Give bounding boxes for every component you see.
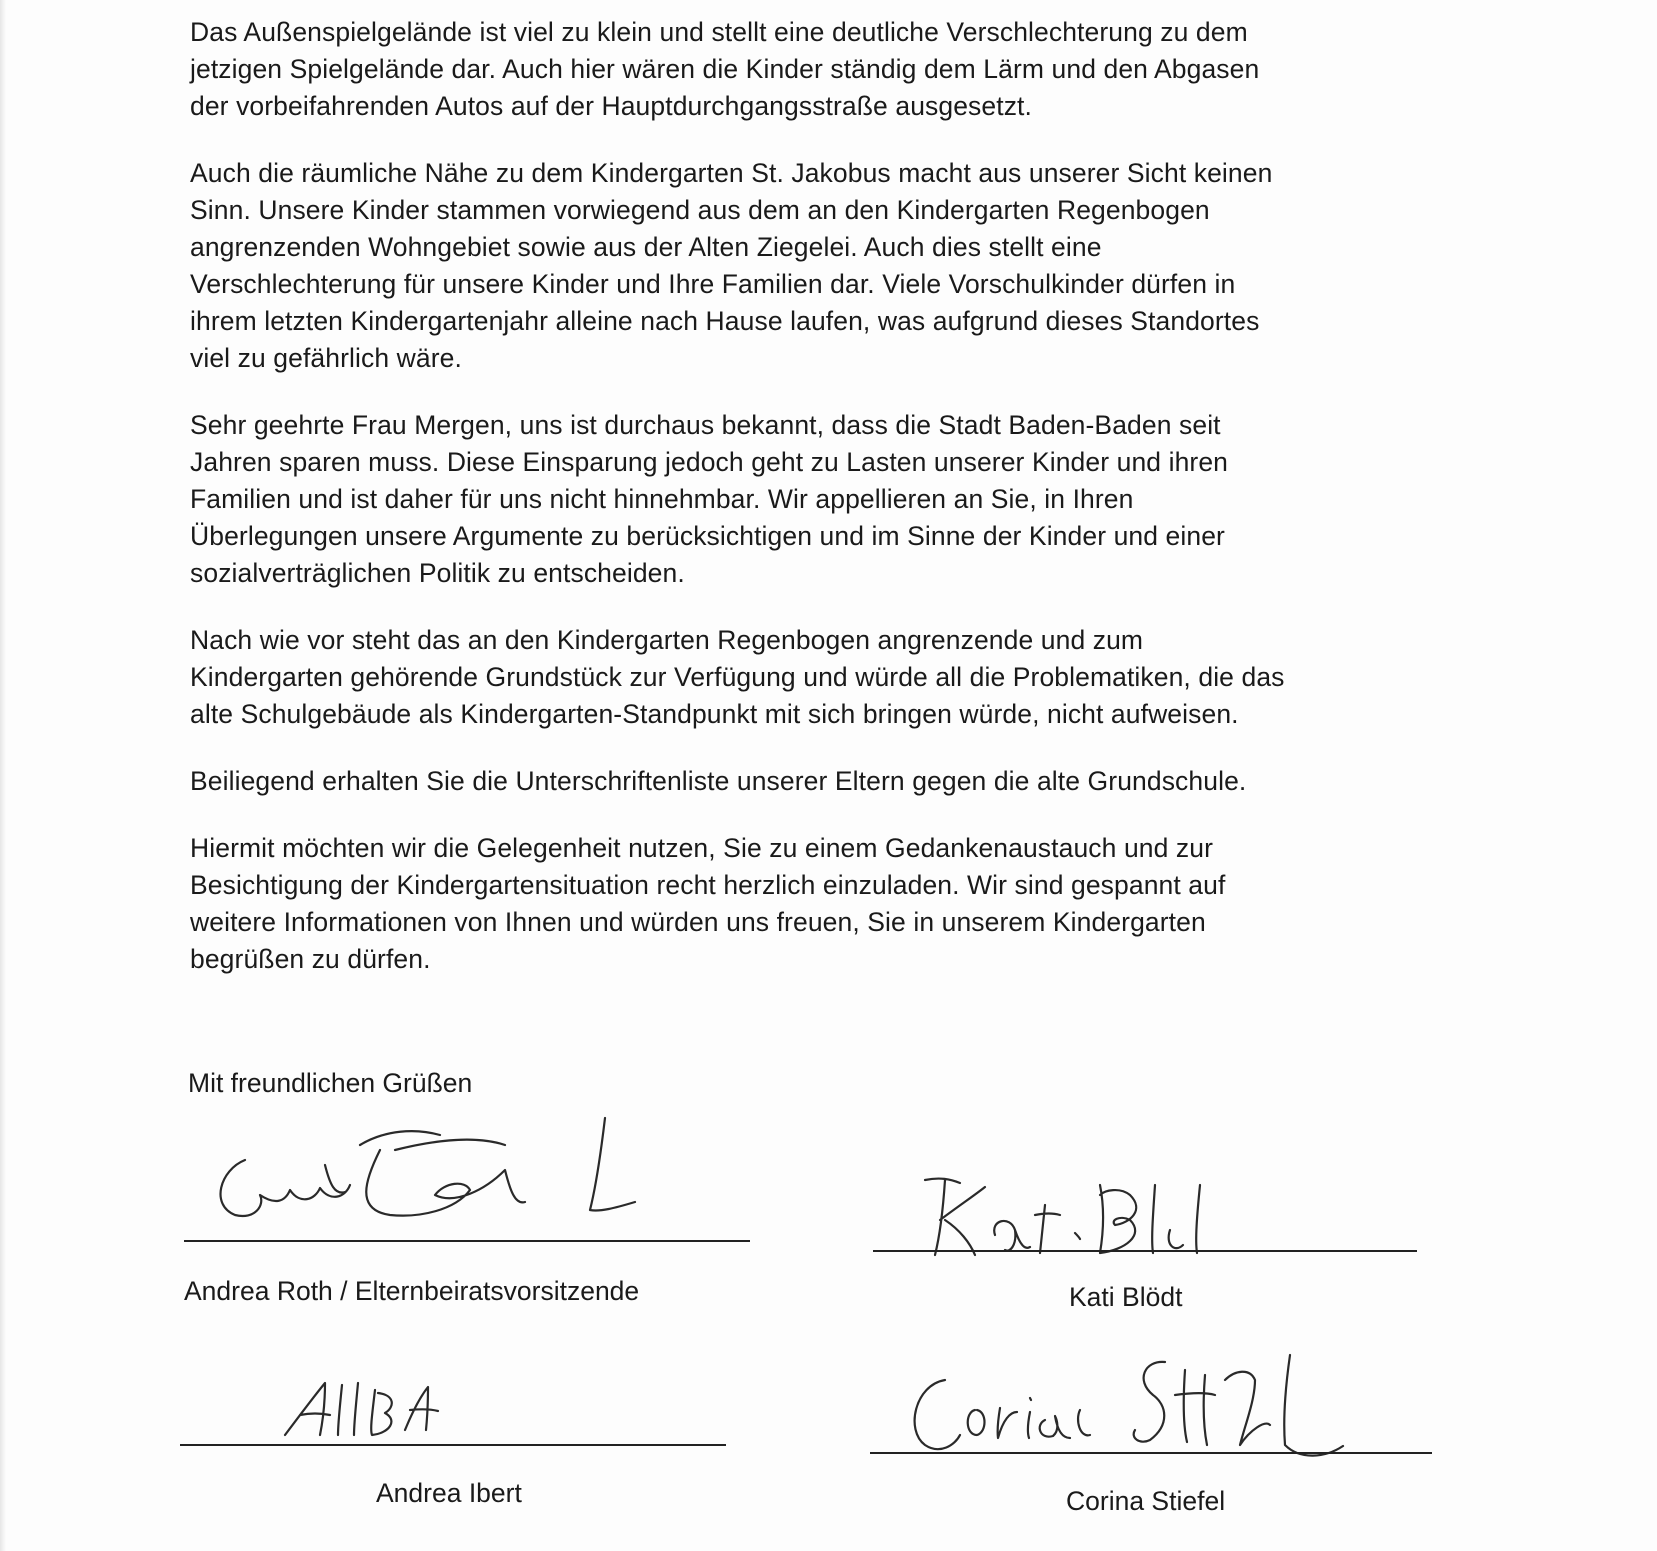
paragraph-playground: Das Außenspielgelände ist viel zu klein und stellt eine deutliche Verschlechterung zu dem jetzigen Spielgelände dar. Auch hier wären die Kinder ständig dem Lärm und den Abgasen der vorbeifahrenden Autos auf der Hauptdurchgangsstraße ausgesetzt.: [190, 17, 1260, 121]
paragraph-location: Auch die räumliche Nähe zu dem Kindergarten St. Jakobus macht aus unserer Sicht keinen Sinn. Unsere Kinder stammen vorwiegend aus dem an den Kindergarten Regenbogen angrenzenden Wohngebiet sowie aus der Alten Ziegelei. Auch dies stellt eine Verschlechterung für unsere Kinder und Ihre Familien dar. Viele Vorschulkinder dürfen in ihrem letzten Kindergartenjahr alleine nach Hause laufen, was aufgrund dieses Standortes viel zu gefährlich wäre.: [190, 158, 1273, 373]
paragraph-alternative-site: Nach wie vor steht das an den Kindergarten Regenbogen angrenzende und zum Kindergarten gehörende Grundstück zur Verfügung und würde all die Problematiken, die das alte Schulgebäude als Kindergarten-Standpunkt mit sich bringen würde, nicht aufweisen.: [190, 625, 1285, 729]
signatory-name-3: Andrea Ibert: [376, 1478, 522, 1508]
signatory-name-4: Corina Stiefel: [1066, 1486, 1226, 1516]
signature-line-2: [873, 1250, 1417, 1252]
closing-salutation: Mit freundlichen Grüßen: [188, 1068, 473, 1098]
signature-line-4: [870, 1452, 1432, 1454]
signature-line-3: [180, 1444, 726, 1446]
signature-andrea-roth-icon: [205, 1110, 655, 1230]
paragraph-invitation: Hiermit möchten wir die Gelegenheit nutzen, Sie zu einem Gedankenaustauch und zur Besichtigung der Kindergartensituation recht herzlich einzuladen. Wir sind gespannt auf weitere Informationen von Ihnen und würden uns freuen, Sie in unserem Kindergarten begrüßen zu dürfen.: [190, 833, 1226, 974]
signatory-name-2: Kati Blödt: [1069, 1282, 1183, 1312]
signature-corina-stiefel-icon: [905, 1350, 1345, 1465]
signature-line-1: [184, 1240, 750, 1242]
signature-kati-bloedt-icon: [915, 1165, 1215, 1260]
scan-edge-shadow: [0, 0, 6, 1551]
signatory-name-1: Andrea Roth / Elternbeiratsvorsitzende: [184, 1276, 640, 1306]
signature-andrea-ibert-icon: [280, 1375, 440, 1440]
paragraph-appeal: Sehr geehrte Frau Mergen, uns ist durchaus bekannt, dass die Stadt Baden-Baden seit Jahren sparen muss. Diese Einsparung jedoch geht zu Lasten unserer Kinder und ihren Familien und ist daher für uns nicht hinnehmbar. Wir appellieren an Sie, in Ihren Überlegungen unsere Argumente zu berücksichtigen und im Sinne der Kinder und einer sozialverträglichen Politik zu entscheiden.: [190, 410, 1229, 588]
letter-body: [190, 14, 1470, 1008]
paragraph-enclosure: Beiliegend erhalten Sie die Unterschriftenliste unserer Eltern gegen die alte Grundschule.: [190, 766, 1247, 796]
